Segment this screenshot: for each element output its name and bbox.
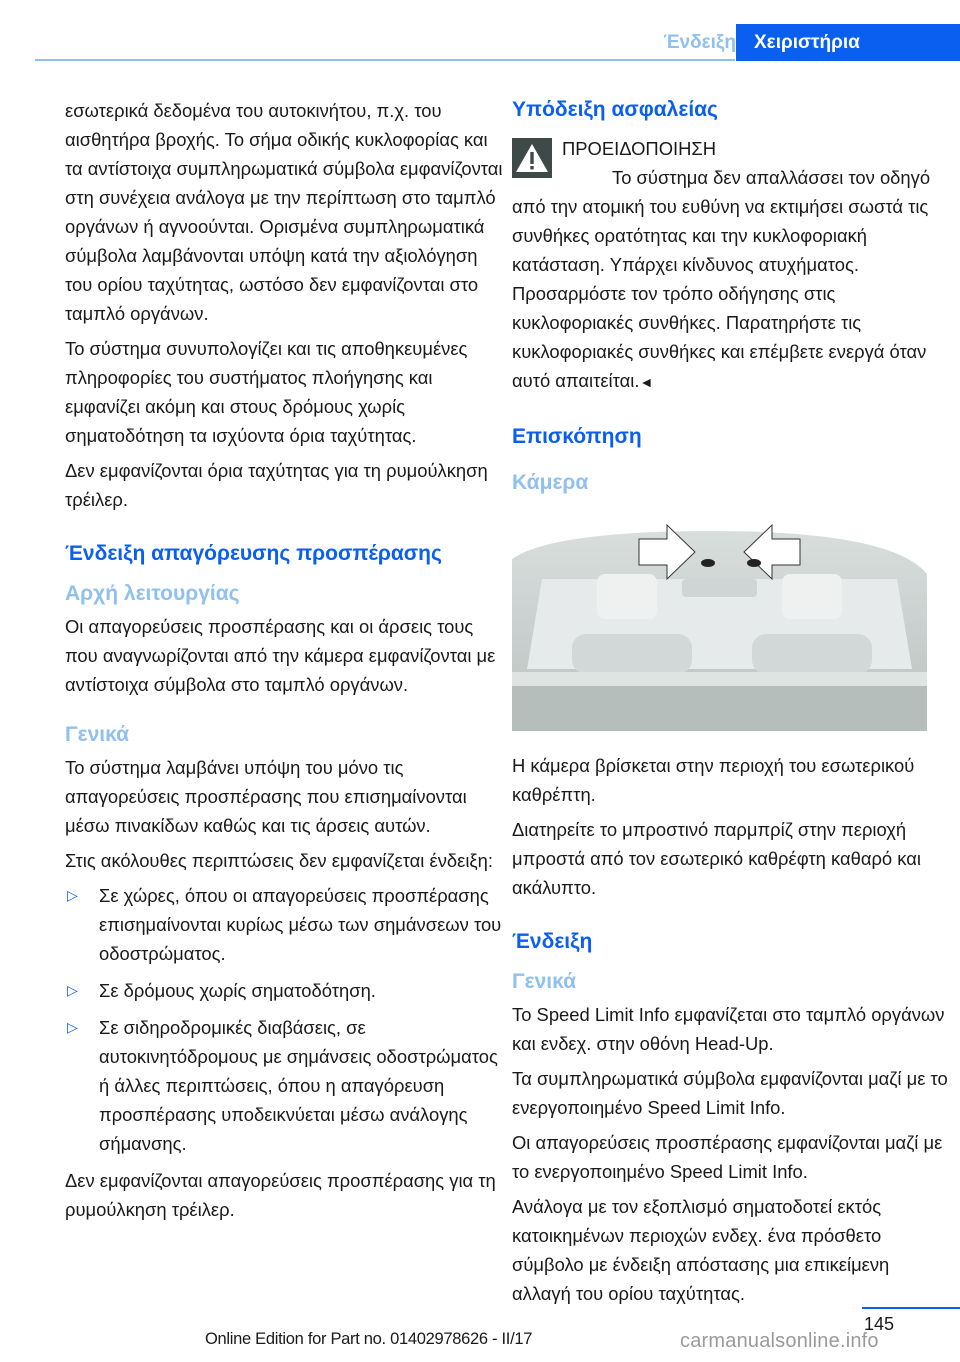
subheading-principle: Αρχή λειτουργίας [65, 582, 240, 605]
triangle-bullet-icon: ▷ [67, 887, 78, 903]
right-column [512, 96, 952, 1314]
footer-rule [862, 1307, 960, 1309]
paragraph: Οι απαγορεύσεις προσπέρασης εμφανίζονται μαζί με το ενεργοποιημένο Speed Limit Info. [512, 1132, 943, 1182]
paragraph: Δεν εμφανίζονται απαγορεύσεις προσπέρασης για τη ρυμούλκηση τρέιλερ. [65, 1170, 496, 1220]
paragraph: Τα συμπληρωματικά σύμβολα εμφανίζονται μαζί με το ενεργοποιημένο Speed Limit Info. [512, 1068, 948, 1118]
warning-title: ΠΡΟΕΙΔΟΠΟΙΗΣΗ [562, 138, 717, 159]
paragraph: Το σύστημα λαμβάνει υπόψη του μόνο τις απαγορεύσεις προσπέρασης που επισημαίνονται μέσω πινακίδων καθώς και τις άρσεις αυτών. [65, 757, 467, 836]
list-item [65, 881, 505, 968]
bullet-list [65, 881, 505, 1158]
edition-note: Online Edition for Part no. 01402978626 - II/17 [205, 1330, 533, 1348]
section-heading-safety: Υπόδειξη ασφαλείας [512, 98, 718, 121]
paragraph: Δεν εμφανίζονται όρια ταχύτητας για τη ρυμούλκηση τρέιλερ. [65, 460, 488, 510]
list-item [65, 976, 505, 1005]
subheading-camera: Κάμερα [512, 471, 589, 494]
list-item-text: Σε δρόμους χωρίς σηματοδότηση. [99, 980, 376, 1001]
watermark: carmanualsonline.info [680, 1330, 879, 1352]
end-marker-icon: ◄ [639, 374, 654, 390]
warning-text [512, 163, 952, 397]
tab-endeixi[interactable]: Ένδειξη [663, 32, 736, 53]
page-number: 145 [864, 1314, 895, 1334]
paragraph: Η κάμερα βρίσκεται στην περιοχή του εσωτερικού καθρέπτη. [512, 755, 915, 805]
warning-body: Το σύστημα δεν απαλλάσσει τον οδηγό από την ατομική του ευθύνη να εκτιμήσει σωστά τις συνθήκες ορατότητας και την κυκλοφοριακή κατάσταση. Υπάρχει κίνδυνος ατυχήματος. Προσαρμόστε τον τρόπο οδήγησης στις κυκλοφοριακές συνθήκες. Παρατηρήστε τις κυκλοφοριακές συνθήκες και επέμβετε ενεργά όταν αυτό απαιτείται. [512, 167, 931, 391]
paragraph: Ανάλογα με τον εξοπλισμό σηματοδοτεί εκτός κατοικημένων περιοχών ενδεχ. ένα πρόσθετο σύμβολο με ένδειξη απόστασης μια επικείμενη αλλαγή του ορίου ταχύτητας. [512, 1196, 890, 1304]
list-item-text: Σε σιδηροδρομικές διαβάσεις, σε αυτοκινητόδρομους με σημάνσεις οδοστρώματος ή άλλες περιπτώσεις, όπου η απαγόρευση προσπέρασης υποδεικνύεται μέσω ανάλογης σήμανσης. [99, 1017, 498, 1154]
paragraph: Στις ακόλουθες περιπτώσεις δεν εμφανίζεται ένδειξη: [65, 850, 493, 871]
tab-xeiristiria[interactable]: Χειριστήρια [736, 24, 960, 61]
paragraph: Διατηρείτε το μπροστινό παρμπρίζ στην περιοχή μπροστά από τον εσωτερικό καθρέφτη καθαρό και ακάλυπτο. [512, 819, 921, 898]
left-column [65, 96, 505, 1230]
subheading-general-right: Γενικά [512, 970, 577, 993]
paragraph: Το Speed Limit Info εμφανίζεται στο ταμπλό οργάνων και ενδεχ. στην οθόνη Head-Up. [512, 1004, 945, 1054]
triangle-bullet-icon: ▷ [67, 982, 78, 998]
subheading-general: Γενικά [65, 723, 130, 746]
warning-triangle-icon [512, 138, 552, 178]
warning-box [512, 134, 952, 397]
paragraph: Το σύστημα συνυπολογίζει και τις αποθηκευμένες πληροφορίες του συστήματος πλοήγησης και εμφανίζει ακόμη και στους δρόμους χωρίς σηματοδότηση τα ισχύοντα όρια ταχύτητας. [65, 338, 468, 446]
section-heading-overview: Επισκόπηση [512, 425, 642, 448]
paragraph: εσωτερικά δεδομένα του αυτοκινήτου, π.χ. του αισθητήρα βροχής. Το σήμα οδικής κυκλοφορίας και τα αντίστοιχα συμπληρωματικά σύμβολα εμφανίζονται στη συνέχεια ανάλογα με την περίπτωση στο ταμπλό οργάνων ή αγνοούνται. Ορισμένα συμπληρωματικά σύμβολα λαμβάνονται υπόψη κατά την αξιολόγηση του ορίου ταχύτητας, ωστόσο δεν εμφανίζονται στο ταμπλό οργάνων. [65, 100, 503, 324]
list-item-text: Σε χώρες, όπου οι απαγορεύσεις προσπέρασης επισημαίνονται κυρίως μέσω των σημάνσεων του οδοστρώματος. [99, 885, 502, 964]
camera-location-figure [512, 519, 927, 731]
list-item [65, 1013, 505, 1158]
paragraph: Οι απαγορεύσεις προσπέρασης και οι άρσεις τους που αναγνωρίζονται από την κάμερα εμφανίζονται με αντίστοιχα σύμβολα στο ταμπλό οργάνων. [65, 616, 496, 695]
section-heading-display: Ένδειξη [512, 930, 593, 953]
triangle-bullet-icon: ▷ [67, 1019, 78, 1035]
section-heading-overtaking: Ένδειξη απαγόρευσης προσπέρασης [65, 542, 442, 565]
